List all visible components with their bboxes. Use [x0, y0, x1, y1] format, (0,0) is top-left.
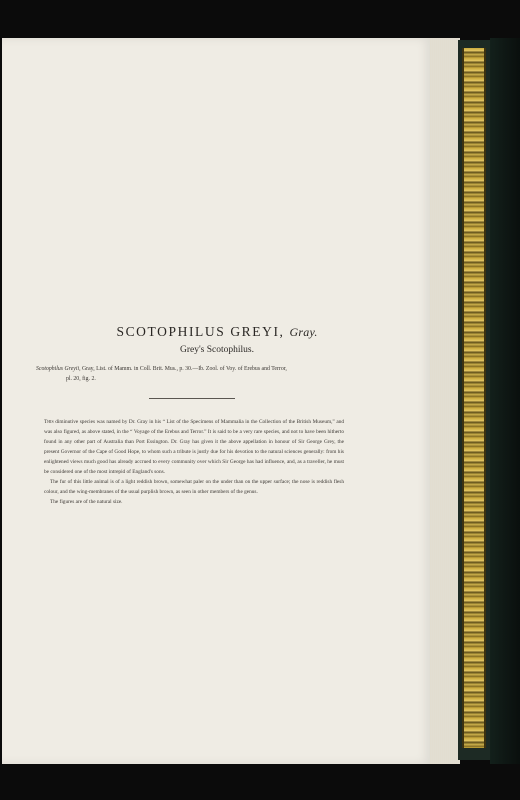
synonymy-line1: Gray, List. of Mamm. in Coll. Brit. Mus., p. 30.—Ib. Zool. of Voy. of Erebus and Terror,	[80, 366, 287, 372]
divider-rule	[149, 398, 235, 399]
species-title	[2, 324, 432, 340]
species-authority: Gray.	[289, 325, 318, 339]
synonymy-reference	[36, 364, 346, 384]
paragraph-1-text: diminutive species was named by Dr. Gray in his “ List of the Specimens of Mammalia in the Collection of the British Museum,” and was also figured, as above stated, in the “ Voyage of the Erebus and Terror.” It is said to be a very rare species, and not to have been hitherto found in any other part of Australia than Port Essington. Dr. Gray has given it the above appellation in honour of Sir George Grey, the present Governor of the Cape of Good Hope, to whom such a tribute is justly due for his devotion to the natural sciences generally: from his enlightened views much good has already accrued to every community over which Sir George has had influence, and, as a traveller, he must be considered one of the most intrepid of England's sons.	[44, 419, 344, 475]
book-binding	[490, 38, 520, 764]
gilt-border-ornament	[462, 48, 486, 748]
paragraph-1	[44, 417, 344, 477]
synonymy-line2: pl. 20, fig. 2.	[66, 376, 96, 382]
species-name: SCOTOPHILUS GREYI,	[116, 324, 285, 339]
paragraph-2: The fur of this little animal is of a light reddish brown, somewhat paler on the under than on the upper surface; the nose is reddish flesh colour, and the wing-membranes of the usual purplish brown, as seen in other members of the genus.	[44, 479, 344, 495]
body-text	[44, 417, 344, 507]
paragraph-lead: This	[44, 419, 54, 425]
paragraph-3: The figures are of the natural size.	[50, 499, 123, 505]
common-name-subtitle: Grey's Scotophilus.	[179, 345, 254, 355]
synonymy-name: Scotophilus Greyii,	[36, 366, 81, 372]
page-edges	[430, 38, 460, 764]
book-page	[2, 38, 432, 764]
